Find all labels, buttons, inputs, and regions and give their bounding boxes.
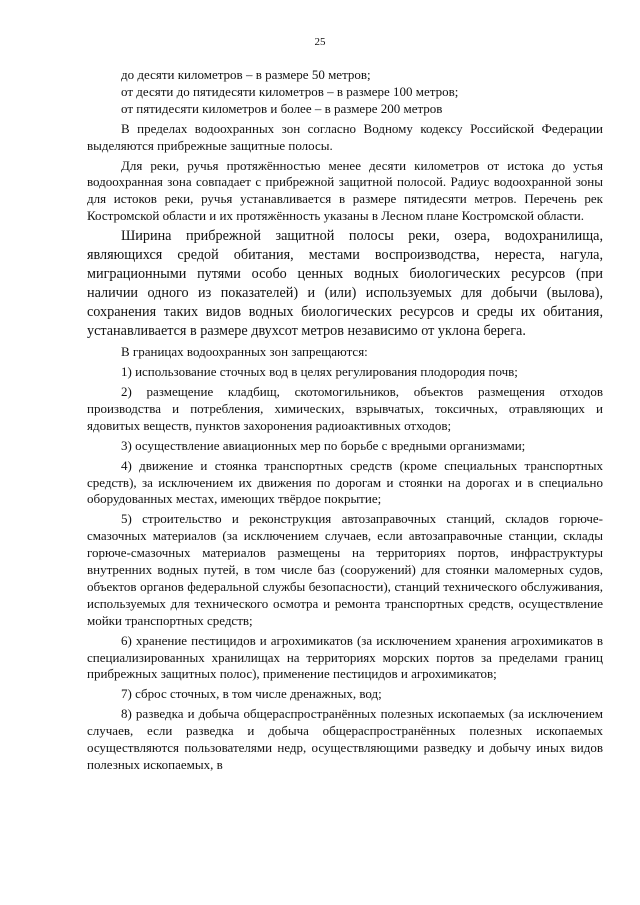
paragraph-distance-10-50km: от десяти до пятидесяти километров – в размере 100 метров; [121,83,459,99]
paragraph-distance-10km: до десяти километров – в размере 50 метров; [121,67,371,82]
list-item-3: 3) осуществление авиационных мер по борьбе с вредными организмами; [121,437,526,453]
list-item-7: 7) сброс сточных, в том числе дренажных, вод; [121,686,382,702]
list-item-4: 4) движение и стоянка транспортных средств (кроме специальных транспортных средств), за исключением их движения по дорогам и стоянки на дорогах и в специально оборудованных местах, имеющих твёрдое покрытие; [87,457,603,507]
paragraph-small-rivers: Для реки, ручья протяжённостью менее десяти километров от истока до устья водоохранная зона совпадает с прибрежной защитной полосой. Радиус водоохранной зоны для истоков реки, ручья устанавливается в размере пятидесяти метров. Перечень рек Костромской области и их протяжённость указаны в Лесном плане Костромской области. [87,157,603,224]
paragraph-strip-width: Ширина прибрежной защитной полосы реки, озера, водохранилища, являющихся средой обитания, местами воспроизводства, нереста, нагула, миграционными путями особо ценных водных биологических ресурсов (при наличии одного из показателей) и (или) используемых для добычи (вылова), сохранения таких видов водных биологических ресурсов и среды их обитания, устанавливается в размере двухсот метров независимо от уклона берега. [87,228,603,340]
list-item-8: 8) разведка и добыча общераспространённых полезных ископаемых (за исключением случаев, если разведка и добыча общераспространённых полезных ископаемых осуществляются пользователями недр, осуществляющими разведку и добычу иных видов полезных ископаемых, в [87,706,603,772]
list-item-5: 5) строительство и реконструкция автозаправочных станций, складов горюче-смазочных материалов (за исключением случаев, если автозаправочные станции, склады горюче-смазочных материалов размещены на территориях портов, инфраструктуры внутренних водных путей, в том числе баз (сооружений) для стоянки маломерных судов, объектов органов федеральной службы безопасности), станций технического обслуживания, используемых для технического осмотра и ремонта транспортных средств, осуществление мойки транспортных средств; [87,511,603,628]
page-number: 25 [314,36,326,48]
paragraph-distance-50km-plus: от пятидесяти километров и более – в размере 200 метров [121,100,443,116]
page-body-text [87,67,603,774]
list-item-2: 2) размещение кладбищ, скотомогильников, объектов размещения отходов производства и потребления, химических, взрывчатых, токсичных, отравляющих и ядовитых веществ, пунктов захоронения радиоактивных отходов; [87,383,603,433]
paragraph-protective-strips: В пределах водоохранных зон согласно Водному кодексу Российской Федерации выделяются прибрежные защитные полосы. [87,120,603,153]
paragraph-prohibitions-heading: В границах водоохранных зон запрещаются: [121,344,368,360]
list-item-6: 6) хранение пестицидов и агрохимикатов (за исключением хранения агрохимикатов в специализированных хранилищах на территориях морских портов за пределами границ прибрежных защитных полос), применение пестицидов и агрохимикатов; [87,632,603,682]
list-item-1: 1) использование сточных вод в целях регулирования плодородия почв; [121,364,518,380]
